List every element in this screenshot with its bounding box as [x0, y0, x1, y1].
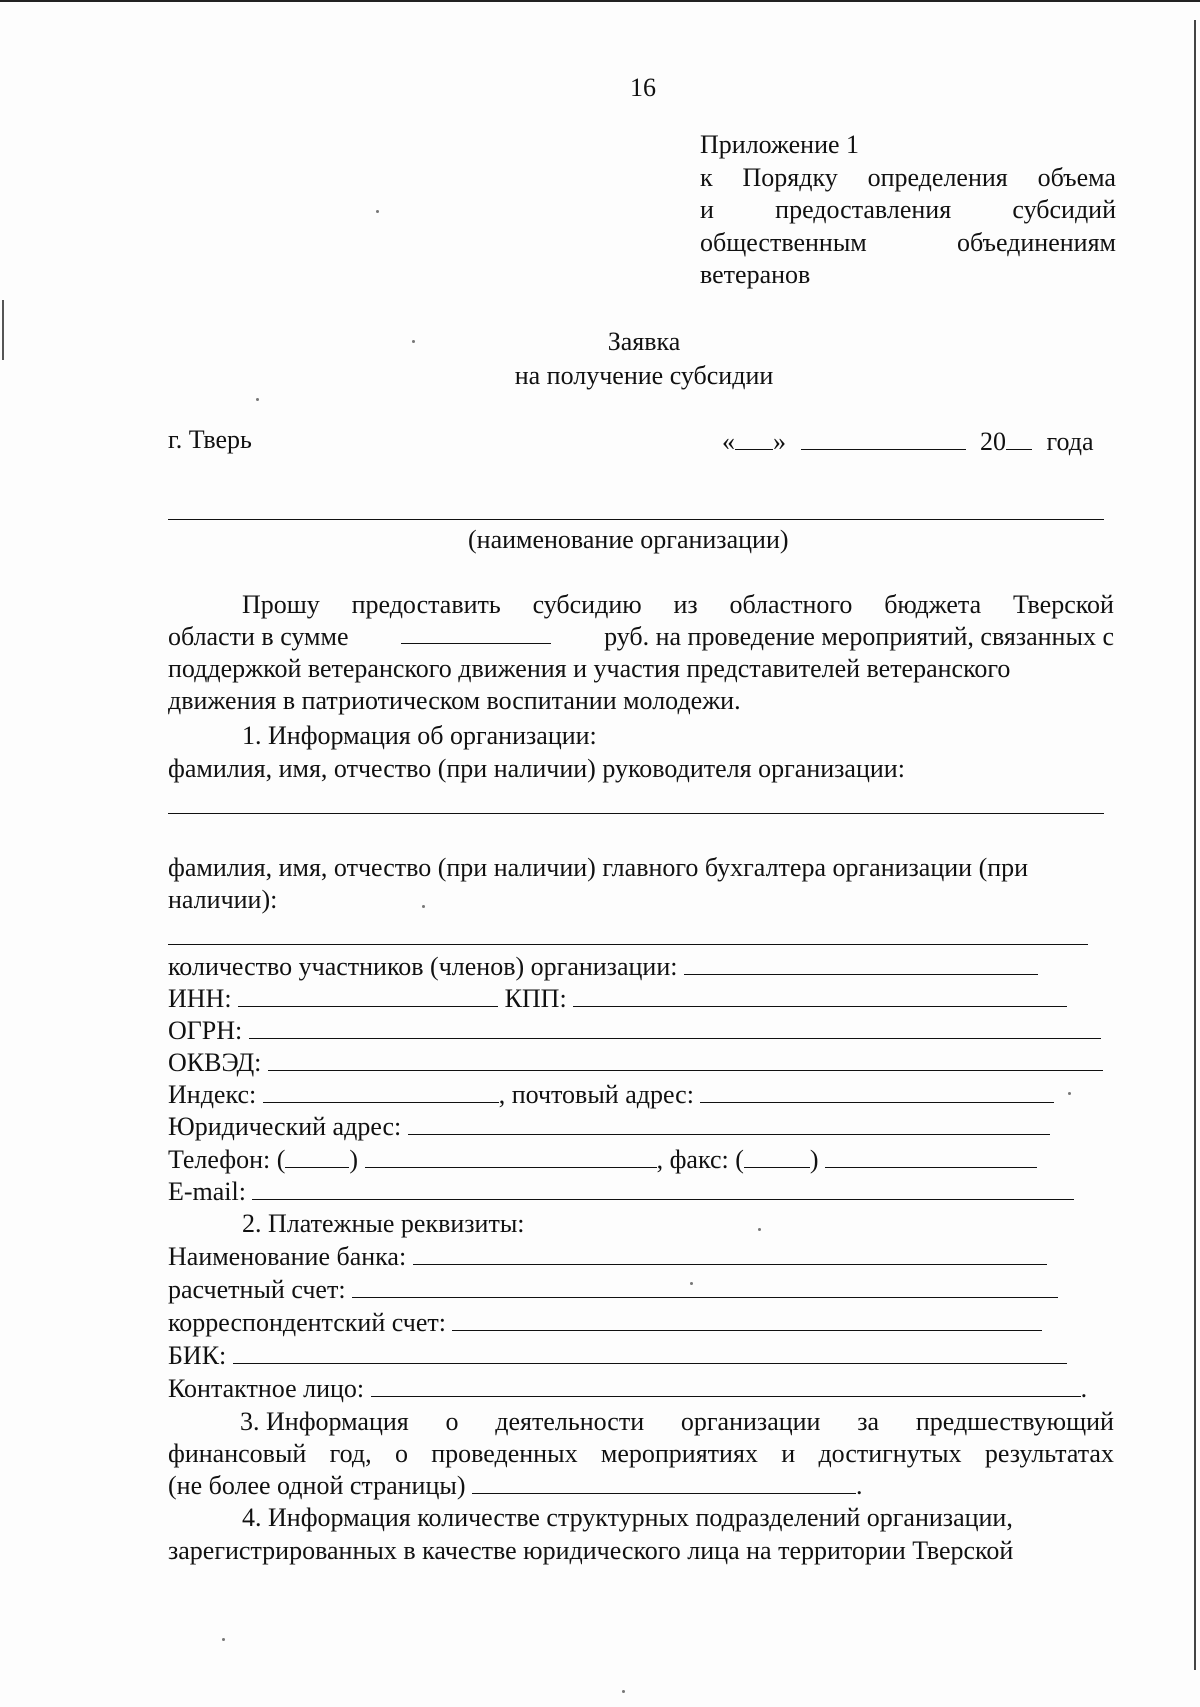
page-number: 16 — [630, 73, 656, 102]
legal-address-blank[interactable] — [408, 1112, 1050, 1135]
inn-blank[interactable] — [238, 984, 498, 1007]
month-blank[interactable] — [801, 427, 966, 450]
section3-word: организации — [680, 1407, 821, 1436]
bik-blank[interactable] — [233, 1341, 1067, 1364]
corr-account-label: корреспондентский счет: — [168, 1308, 446, 1337]
fax-label: , факс: ( — [656, 1145, 744, 1174]
section3-word: о — [445, 1407, 459, 1436]
section3-word: предшествующий — [915, 1407, 1114, 1436]
email-field — [168, 1176, 1074, 1208]
section3-word: год, — [329, 1439, 372, 1468]
section3-word: мероприятиях — [600, 1439, 758, 1468]
accountant-label: фамилия, имя, отчество (при наличии) главного бухгалтера организации (при — [168, 853, 1029, 882]
appendix-line: ветеранов — [700, 260, 811, 289]
appendix-word: субсидий — [1012, 195, 1116, 224]
scan-speck — [412, 340, 415, 343]
org-name-caption: (наименование организации) — [468, 525, 789, 554]
section3-paragraph — [168, 1406, 1114, 1502]
contact-field — [168, 1373, 1087, 1405]
document-subtitle: на получение субсидии — [514, 361, 774, 390]
scan-speck — [758, 1228, 761, 1231]
section3-word: финансовый — [168, 1439, 307, 1468]
section3-word: проведенных — [431, 1439, 578, 1468]
corr-account-blank[interactable] — [452, 1308, 1042, 1331]
members-label: количество участников (членов) организации: — [168, 952, 678, 981]
okved-blank[interactable] — [268, 1048, 1103, 1071]
request-line — [168, 589, 1114, 621]
section3-word: о — [394, 1439, 408, 1468]
date-open-quote: « — [722, 427, 735, 456]
year-suffix: года — [1046, 427, 1094, 456]
appendix-word: предоставления — [775, 195, 952, 224]
request-word: предоставить — [351, 590, 501, 619]
appendix-word: объема — [1037, 162, 1116, 192]
director-line[interactable] — [168, 813, 1104, 814]
accountant-label-cont: наличии): — [168, 885, 278, 914]
inn-kpp-field — [168, 983, 1067, 1015]
scan-speck — [422, 905, 425, 908]
email-label: E-mail: — [168, 1177, 246, 1206]
account-blank[interactable] — [352, 1275, 1058, 1298]
request-line: движения в патриотическом воспитании молодежи. — [168, 686, 741, 715]
phone-fax-field — [168, 1144, 1037, 1176]
request-word: субсидию — [532, 590, 642, 619]
members-field — [168, 951, 1038, 983]
section3-word: достигнутых — [818, 1439, 962, 1468]
section3-word: результатах — [984, 1439, 1114, 1468]
bik-field — [168, 1340, 1067, 1372]
request-paragraph — [168, 589, 1114, 717]
date-line — [722, 426, 1094, 458]
corr-account-field — [168, 1307, 1042, 1339]
postal-blank[interactable] — [700, 1080, 1054, 1103]
email-blank[interactable] — [252, 1177, 1074, 1200]
phone-label: Телефон: ( — [168, 1145, 286, 1174]
section1-heading: 1. Информация об организации: — [242, 721, 597, 750]
scan-speck — [622, 1690, 625, 1693]
scan-speck — [256, 398, 259, 401]
inn-label: ИНН: — [168, 984, 232, 1013]
org-name-line[interactable] — [168, 519, 1104, 520]
city: г. Тверь — [168, 425, 252, 454]
director-label: фамилия, имя, отчество (при наличии) руководителя организации: — [168, 754, 905, 783]
appendix-line — [700, 162, 1116, 195]
scan-speck — [222, 1638, 225, 1641]
section3-line — [168, 1406, 1114, 1438]
section3-word: 3. Информация — [240, 1407, 409, 1436]
bik-label: БИК: — [168, 1341, 227, 1370]
appendix-word: объединениям — [956, 227, 1116, 257]
legal-address-label: Юридический адрес: — [168, 1112, 402, 1141]
request-word: из — [673, 590, 698, 619]
fax-close: ) — [809, 1145, 819, 1174]
scan-speck — [376, 210, 379, 213]
appendix-block — [700, 129, 1116, 292]
phone-close: ) — [349, 1145, 359, 1174]
contact-label: Контактное лицо: — [168, 1374, 365, 1403]
scan-speck — [1068, 1092, 1071, 1095]
contact-end: . — [1080, 1374, 1088, 1403]
section3-word: за — [857, 1407, 880, 1436]
request-word: Тверской — [1012, 590, 1114, 619]
ogrn-blank[interactable] — [249, 1016, 1101, 1039]
bank-label: Наименование банка: — [168, 1242, 407, 1271]
phone-code-blank[interactable] — [285, 1145, 349, 1168]
okved-field — [168, 1047, 1103, 1079]
appendix-word: к — [700, 162, 713, 192]
day-blank[interactable] — [735, 427, 773, 450]
bank-blank[interactable] — [413, 1242, 1047, 1265]
ogrn-field — [168, 1015, 1101, 1047]
members-blank[interactable] — [684, 952, 1038, 975]
request-line — [168, 621, 1114, 653]
appendix-line — [700, 194, 1116, 227]
index-blank[interactable] — [263, 1080, 499, 1103]
section3-line — [168, 1438, 1114, 1470]
account-label: расчетный счет: — [168, 1275, 346, 1304]
postal-label: , почтовый адрес: — [498, 1080, 694, 1109]
legal-address-field — [168, 1111, 1050, 1143]
year-blank[interactable] — [1006, 427, 1032, 450]
index-label: Индекс: — [168, 1080, 257, 1109]
request-text: области в сумме — [168, 622, 349, 651]
section3-word: и — [781, 1439, 796, 1468]
contact-blank[interactable] — [371, 1374, 1081, 1397]
request-word: областного — [729, 590, 853, 619]
appendix-line — [700, 227, 1116, 260]
appendix-word: общественным — [700, 227, 867, 257]
bank-field — [168, 1241, 1047, 1273]
request-line: поддержкой ветеранского движения и участия представителей ветеранского — [168, 654, 1011, 683]
request-word: бюджета — [884, 590, 982, 619]
section3-end: . — [856, 1471, 863, 1500]
section3-word: деятельности — [495, 1407, 645, 1436]
activity-blank[interactable] — [472, 1471, 856, 1494]
index-postal-field — [168, 1079, 1054, 1111]
appendix-word: Порядку — [742, 162, 838, 192]
account-field — [168, 1274, 1058, 1306]
year-prefix: 20 — [980, 427, 1006, 456]
section3-line — [168, 1470, 1114, 1502]
appendix-word: и — [700, 195, 714, 224]
section2-heading: 2. Платежные реквизиты: — [242, 1209, 525, 1238]
section3-text: (не более одной страницы) — [168, 1471, 466, 1500]
section4-line: зарегистрированных в качестве юридического лица на территории Тверской — [168, 1536, 1014, 1565]
date-close-quote: » — [773, 427, 786, 456]
scan-speck — [690, 1282, 693, 1285]
document-title: Заявка — [607, 327, 681, 356]
kpp-label: КПП: — [504, 984, 567, 1013]
scan-edge-top — [0, 0, 1200, 2]
accountant-line[interactable] — [168, 944, 1088, 945]
okved-label: ОКВЭД: — [168, 1048, 262, 1077]
section4-line: 4. Информация количестве структурных подразделений организации, — [242, 1503, 1013, 1532]
ogrn-label: ОГРН: — [168, 1016, 243, 1045]
scan-edge-right — [1194, 20, 1196, 1670]
phone-blank[interactable] — [365, 1145, 657, 1168]
fax-blank[interactable] — [825, 1145, 1037, 1168]
request-word: Прошу — [242, 590, 320, 619]
amount-blank[interactable] — [401, 621, 551, 644]
request-text: руб. на проведение мероприятий, связанных с — [604, 622, 1114, 651]
appendix-line: Приложение 1 — [700, 130, 860, 159]
kpp-blank[interactable] — [573, 984, 1067, 1007]
fax-code-blank[interactable] — [744, 1145, 810, 1168]
appendix-word: определения — [867, 162, 1008, 192]
